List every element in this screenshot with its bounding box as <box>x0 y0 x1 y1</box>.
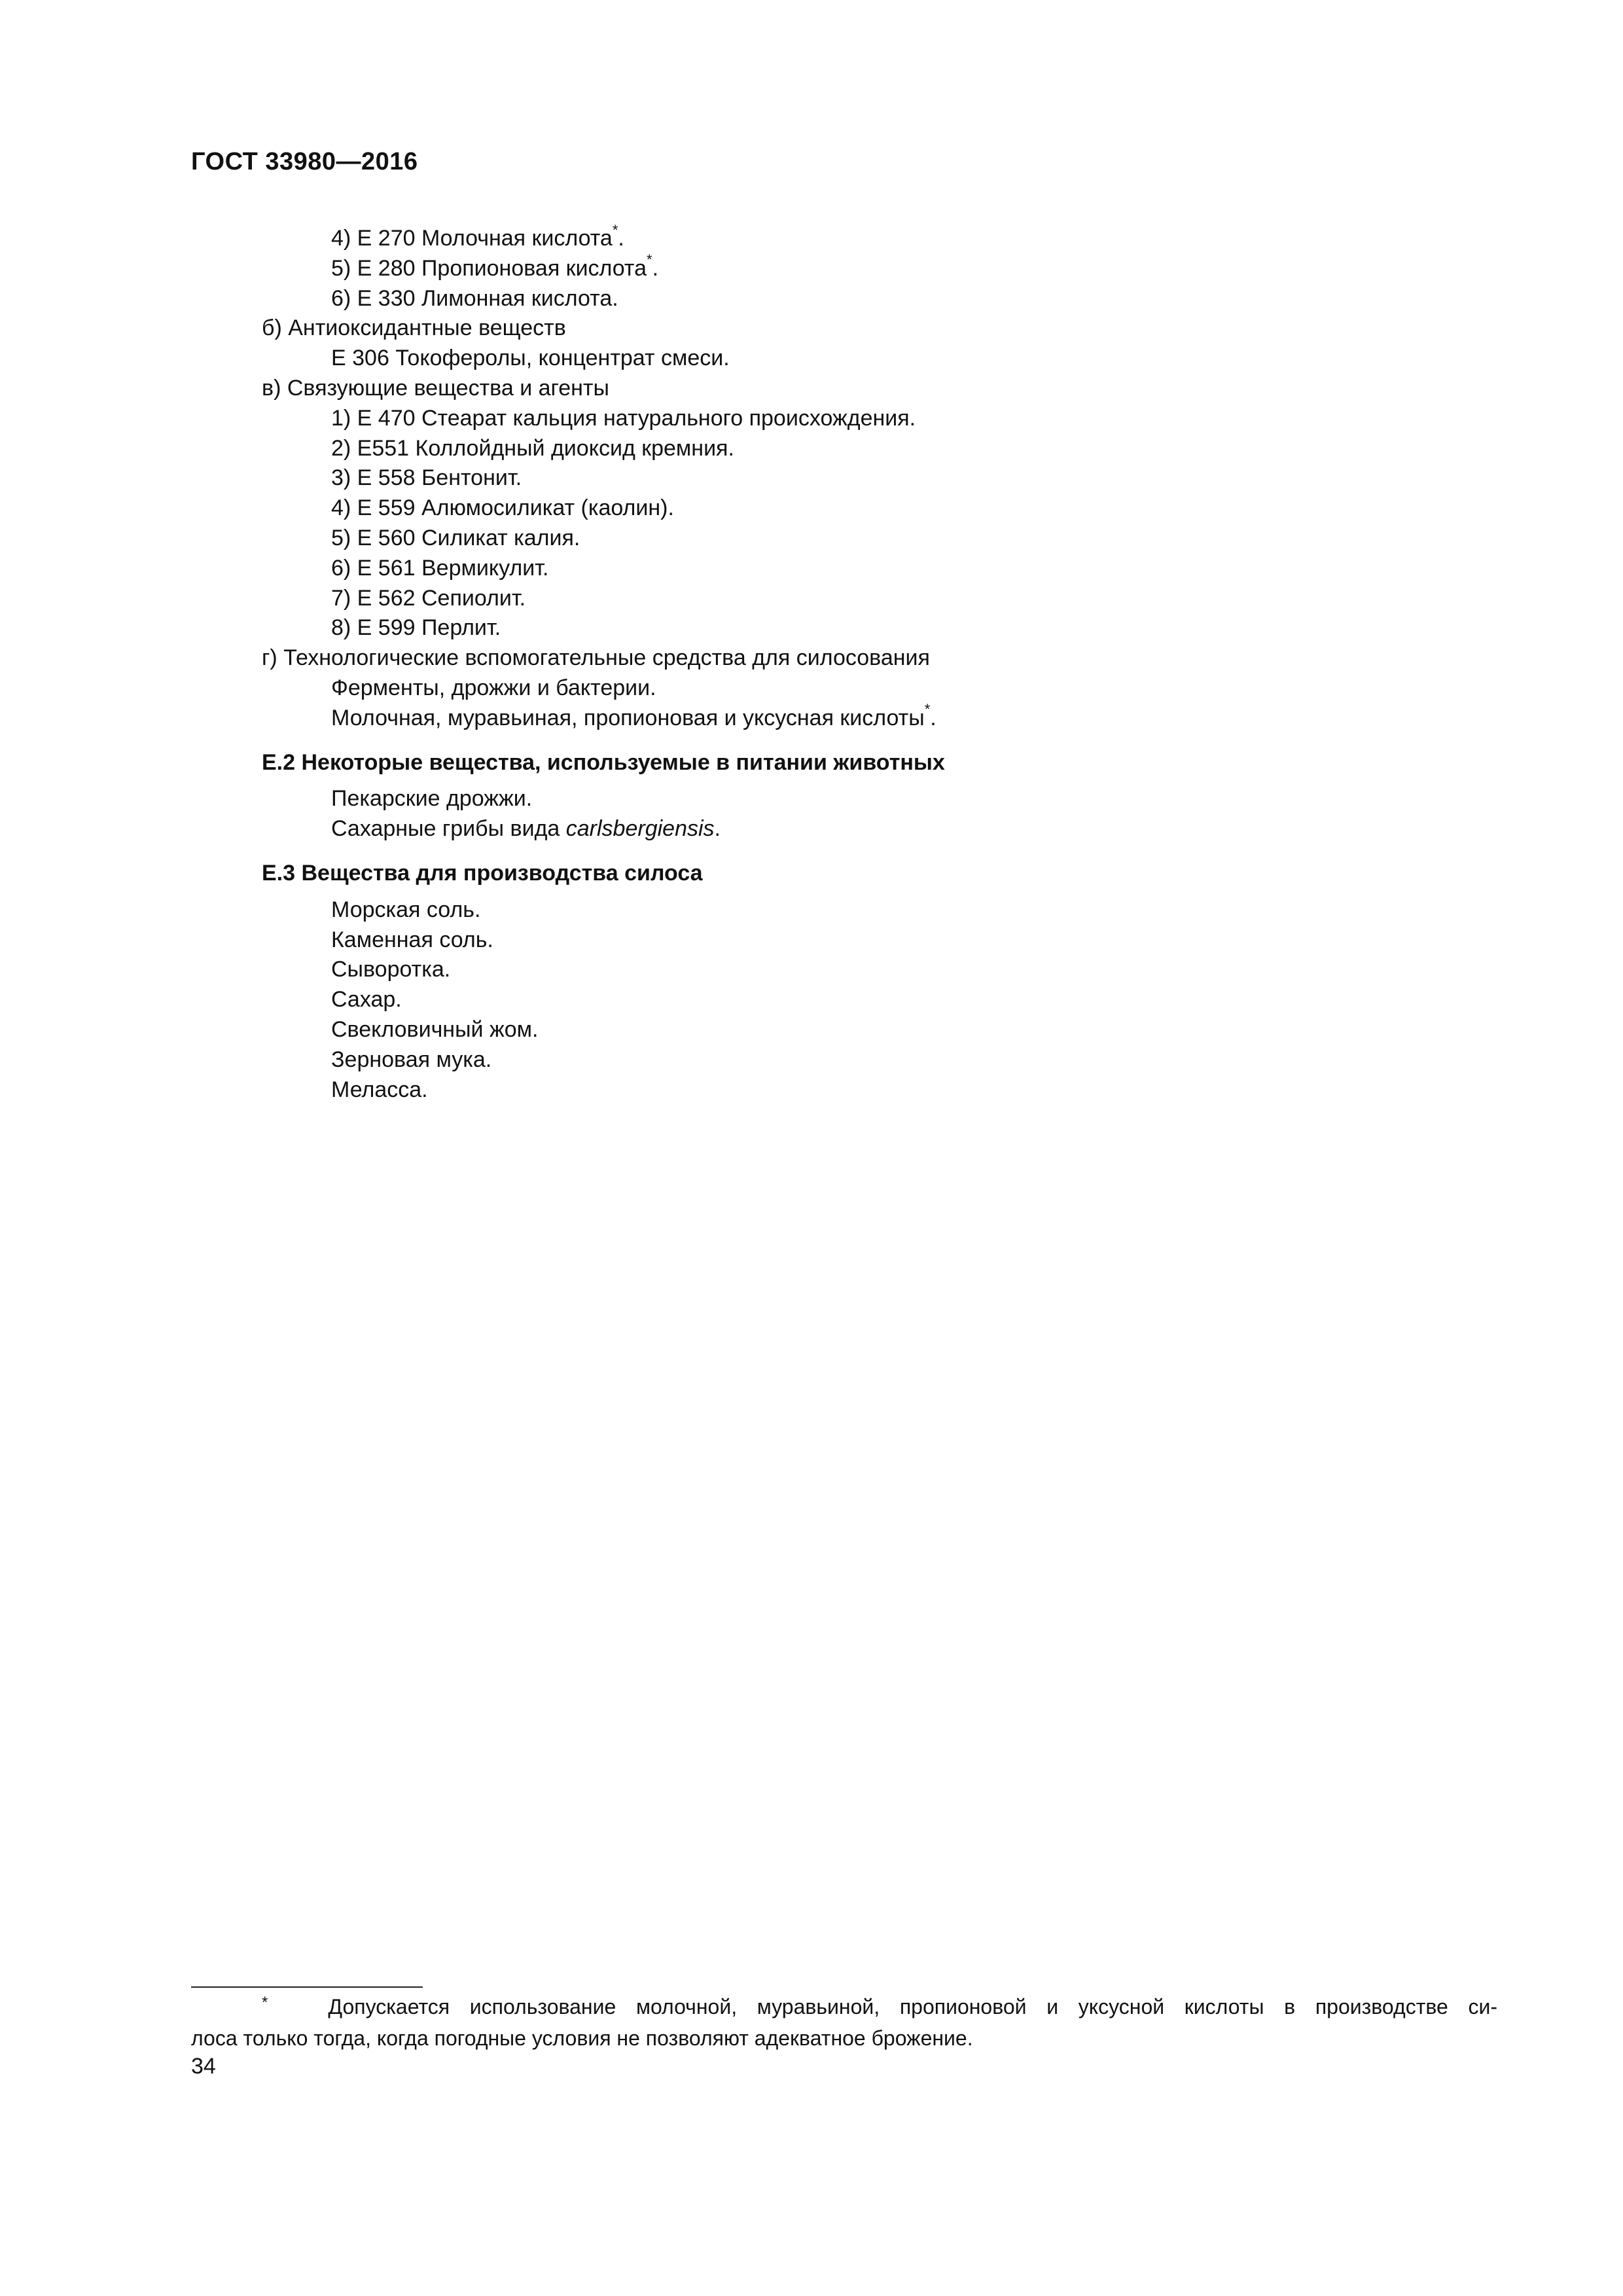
list-item: Меласса. <box>331 1077 428 1102</box>
list-item: Сыворотка. <box>331 957 451 982</box>
list-item: Каменная соль. <box>331 927 493 952</box>
list-item: 5) E 560 Силикат калия. <box>331 525 580 550</box>
list-item: 4) E 559 Алюмосиликат (каолин). <box>331 495 674 521</box>
footnote-ref: * <box>612 221 618 238</box>
footnote-line: * Допускается использование молочной, муравьиной, пропионовой и уксусной кислоты в производстве си- <box>262 1994 1498 2018</box>
list-item: Сахар. <box>331 987 402 1013</box>
group-title: г) Технологические вспомогательные средства для силосования <box>262 645 930 671</box>
list-item: 4) E 270 Молочная кислота*. <box>331 221 624 251</box>
footnote <box>191 1992 1497 2053</box>
group-title: б) Антиоксидантные веществ <box>262 315 566 341</box>
list-item: 3) E 558 Бентонит. <box>331 465 522 491</box>
list-item: Молочная, муравьиная, пропионовая и уксусная кислоты*. <box>331 701 936 730</box>
footnote-ref: * <box>924 701 931 718</box>
list-item: Сахарные грибы вида carlsbergiensis. <box>331 816 721 842</box>
list-item: 8) E 599 Перлит. <box>331 615 501 641</box>
group-title: в) Связующие вещества и агенты <box>262 375 609 401</box>
footnote-divider <box>191 1986 423 1988</box>
list-item: 2) E551 Коллойдный диоксид кремния. <box>331 435 734 461</box>
page-number: 34 <box>191 2054 216 2079</box>
list-item: Морская соль. <box>331 897 481 922</box>
section-heading-e2: Е.2 Некоторые вещества, используемые в питании животных <box>262 749 945 775</box>
footnote-ref: * <box>647 251 652 268</box>
list-item: 5) E 280 Пропионовая кислота*. <box>331 251 659 281</box>
list-item: 6) E 561 Вермикулит. <box>331 555 549 581</box>
page-content <box>0 221 1623 1105</box>
list-item: 6) E 330 Лимонная кислота. <box>331 285 618 311</box>
list-item: Ферменты, дрожжи и бактерии. <box>331 675 656 700</box>
document-header: ГОСТ 33980—2016 <box>191 148 418 175</box>
species-name: carlsbergiensis <box>565 816 715 842</box>
list-item: 1) E 470 Стеарат кальция натурального происхождения. <box>331 405 916 431</box>
section-heading-e3: Е.3 Вещества для производства силоса <box>262 860 703 886</box>
list-item: Пекарские дрожжи. <box>331 786 533 812</box>
list-item: Свекловичный жом. <box>331 1016 539 1042</box>
list-item: 7) E 562 Сепиолит. <box>331 585 526 611</box>
footnote-line: лоса только тогда, когда погодные условия не позволяют адекватное брожение. <box>191 2026 973 2050</box>
list-item: Зерновая мука. <box>331 1047 492 1072</box>
footnote-marker: * <box>262 1994 268 2011</box>
list-item: E 306 Токоферолы, концентрат смеси. <box>331 346 730 371</box>
